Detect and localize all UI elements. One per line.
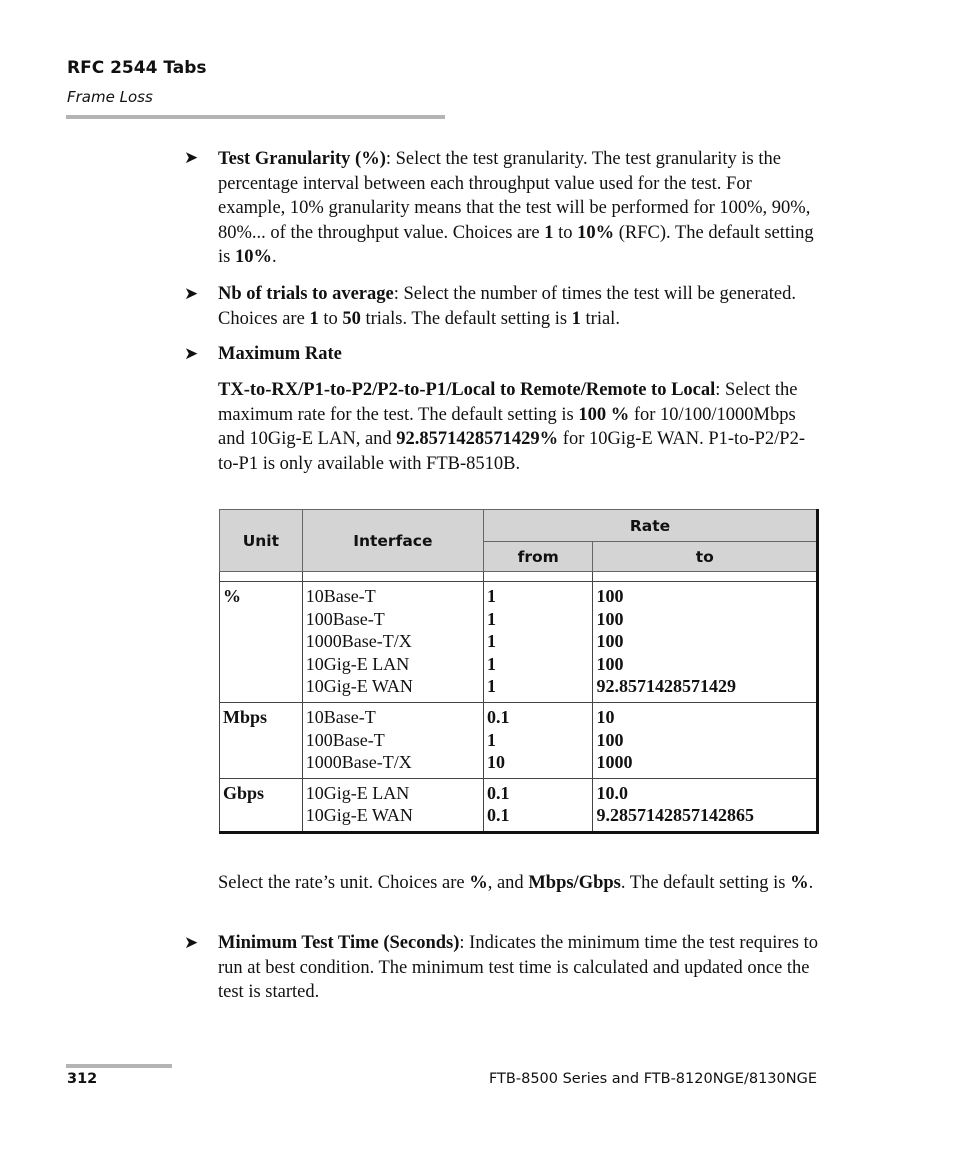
header-rate: Rate: [483, 510, 817, 542]
bullet-arrow-icon: ➤: [184, 344, 199, 363]
term-label: Test Granularity (%): [218, 149, 386, 169]
to-value: 100: [596, 631, 624, 652]
header-unit: Unit: [220, 510, 303, 572]
from-cell: [483, 582, 592, 703]
bullet-arrow-icon: ➤: [184, 148, 199, 167]
interface-value: 10Base-T: [305, 586, 376, 606]
interface-value: 10Base-T: [305, 706, 376, 727]
to-value: 100: [596, 729, 624, 750]
to-value: 100: [596, 608, 624, 629]
table-row: [220, 702, 818, 778]
page-number: 312: [67, 1071, 98, 1087]
from-value: 1: [486, 653, 496, 674]
interface-cell: [302, 582, 483, 703]
from-value: 0.1: [486, 805, 510, 826]
header-from: from: [483, 542, 592, 572]
term-label: Nb of trials to average: [218, 284, 394, 304]
rate-table-body: [220, 572, 818, 833]
from-value: 0.1: [486, 782, 510, 803]
header-divider: [66, 115, 445, 119]
interface-cell: [302, 778, 483, 832]
interface-value: 10Gig-E LAN: [305, 653, 410, 674]
interface-value: 1000Base-T/X: [305, 752, 412, 773]
unit-cell: %: [220, 582, 303, 703]
table-row: [220, 582, 818, 703]
table-row: [220, 778, 818, 832]
minimum-test-time-paragraph: Minimum Test Time (Seconds): Indicates the minimum time the test requires to run at best condition. The minimum test time is calculated and updated once the test is started.: [218, 933, 818, 1003]
interface-value: 100Base-T: [305, 608, 385, 629]
bullet-arrow-icon: ➤: [184, 933, 199, 952]
rate-table: [219, 509, 819, 834]
to-value: 100: [596, 653, 624, 674]
interface-value: 1000Base-T/X: [305, 631, 412, 652]
max-rate-paragraph: TX-to-RX/P1-to-P2/P2-to-P1/Local to Remote/Remote to Local: Select the maximum rate for the test. The default setting is 100 % for 10/100/1000Mbps and 10Gig-E LAN, and 92.8571428571429% for 10Gig-E WAN. P1-to-P2/P2-to-P1 is only available with FTB-8510B.: [218, 380, 805, 474]
from-value: 1: [486, 676, 496, 697]
interface-cell: [302, 702, 483, 778]
test-granularity-paragraph: Test Granularity (%): Select the test granularity. The test granularity is the percentage interval between each throughput value used for the test. For example, 10% granularity means that the test will be performed for 100%, 90%, 80%... of the throughput value. Choices are 1 to 10% (RFC). The default setting is 10%.: [218, 149, 814, 268]
footer-product: FTB-8500 Series and FTB-8120NGE/8130NGE: [488, 1071, 817, 1087]
to-cell: [593, 778, 818, 832]
to-cell: [593, 702, 818, 778]
from-value: 1: [486, 631, 496, 652]
to-value: 92.8571428571429: [596, 676, 736, 697]
unit-cell: Gbps: [220, 778, 303, 832]
trials-paragraph: Nb of trials to average: Select the number of times the test will be generated. Choices are 1 to 50 trials. The default setting is 1 trial.: [218, 284, 796, 329]
bullet-arrow-icon: ➤: [184, 284, 199, 303]
from-value: 1: [486, 608, 496, 629]
to-value: 1000: [596, 752, 633, 773]
footer-divider: [66, 1064, 172, 1068]
section-title: RFC 2544 Tabs: [67, 58, 207, 78]
maximum-rate-heading: Maximum Rate: [218, 344, 342, 364]
term-label: TX-to-RX/P1-to-P2/P2-to-P1/Local to Remote/Remote to Local: [218, 380, 716, 400]
from-value: 1: [486, 586, 496, 606]
from-value: 0.1: [486, 706, 510, 727]
from-value: 1: [486, 729, 496, 750]
header-interface: Interface: [302, 510, 483, 572]
interface-value: 10Gig-E LAN: [305, 782, 410, 803]
from-cell: [483, 778, 592, 832]
from-value: 10: [486, 752, 505, 773]
to-value: 10: [596, 706, 615, 727]
to-value: 100: [596, 586, 624, 606]
interface-value: 10Gig-E WAN: [305, 676, 413, 697]
unit-note-paragraph: Select the rate’s unit. Choices are %, and Mbps/Gbps. The default setting is %.: [218, 873, 814, 893]
interface-value: 10Gig-E WAN: [305, 805, 413, 826]
to-value: 10.0: [596, 782, 628, 803]
to-cell: [593, 582, 818, 703]
term-label: Minimum Test Time (Seconds): [218, 933, 460, 953]
interface-value: 100Base-T: [305, 729, 385, 750]
to-value: 9.2857142857142865: [596, 805, 754, 826]
unit-cell: Mbps: [220, 702, 303, 778]
header-to: to: [593, 542, 818, 572]
from-cell: [483, 702, 592, 778]
section-subtitle: Frame Loss: [67, 88, 153, 106]
